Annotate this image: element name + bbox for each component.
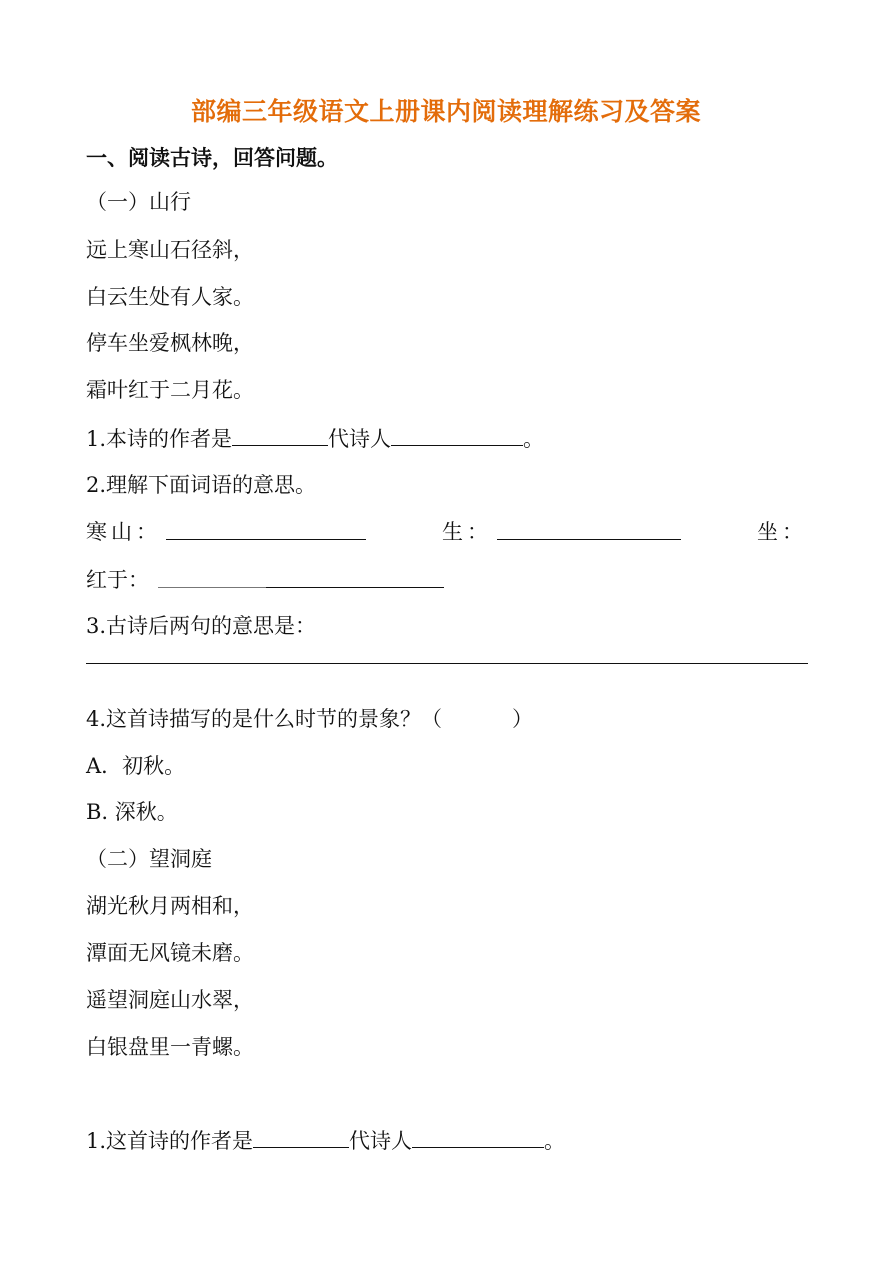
question-text: 1.本诗的作者是 xyxy=(86,427,233,451)
question-text: 4.这首诗描写的是什么时节的景象？（ xyxy=(86,707,443,731)
question-author xyxy=(86,423,544,454)
poem2-line: 白银盘里一青螺。 xyxy=(86,1035,254,1059)
question-text: 代诗人 xyxy=(328,427,392,451)
poem1-line: 停车坐爱枫林晚， xyxy=(86,331,254,355)
poem1-line: 白云生处有人家。 xyxy=(86,285,254,309)
question-translation: 3.古诗后两句的意思是： xyxy=(86,614,317,638)
poem1-line: 霜叶红于二月花。 xyxy=(86,378,254,402)
poem1-line: 远上寒山石径斜， xyxy=(86,238,254,262)
option-a[interactable]: A．初秋。 xyxy=(86,754,186,778)
word-label: 生： xyxy=(442,520,492,544)
question-text: 1.这首诗的作者是 xyxy=(86,1129,254,1153)
option-b[interactable]: B. 深秋。 xyxy=(86,800,178,824)
answer-blank[interactable] xyxy=(391,423,523,446)
poem2-line: 湖光秋月两相和， xyxy=(86,894,254,918)
word-label: 坐： xyxy=(757,520,807,544)
document-title: 部编三年级语文上册课内阅读理解练习及答案 xyxy=(190,97,701,126)
answer-blank[interactable] xyxy=(232,423,328,446)
question-text: 。 xyxy=(523,427,545,451)
poem1-label: （一）山行 xyxy=(86,190,191,214)
answer-blank[interactable] xyxy=(253,1125,349,1148)
answer-blank[interactable] xyxy=(497,517,681,540)
question-meaning: 2.理解下面词语的意思。 xyxy=(86,473,317,497)
question-text: ） xyxy=(512,707,534,731)
word-label: 寒山： xyxy=(86,520,161,544)
question-season xyxy=(86,704,533,734)
answer-blank[interactable] xyxy=(158,565,266,588)
poem2-line: 潭面无风镜未磨。 xyxy=(86,941,254,965)
section-heading: 一、阅读古诗，回答问题。 xyxy=(86,146,338,170)
question-text: 。 xyxy=(544,1129,566,1153)
word-label: 红于： xyxy=(86,568,149,592)
poem2-line: 遥望洞庭山水翠， xyxy=(86,988,254,1012)
question-author-2 xyxy=(86,1125,565,1156)
answer-blank[interactable] xyxy=(266,565,444,588)
answer-blank[interactable] xyxy=(166,517,366,540)
question-text: 代诗人 xyxy=(349,1129,413,1153)
answer-line[interactable] xyxy=(86,663,808,664)
answer-blank[interactable] xyxy=(412,1125,544,1148)
poem2-label: （二）望洞庭 xyxy=(86,847,212,871)
